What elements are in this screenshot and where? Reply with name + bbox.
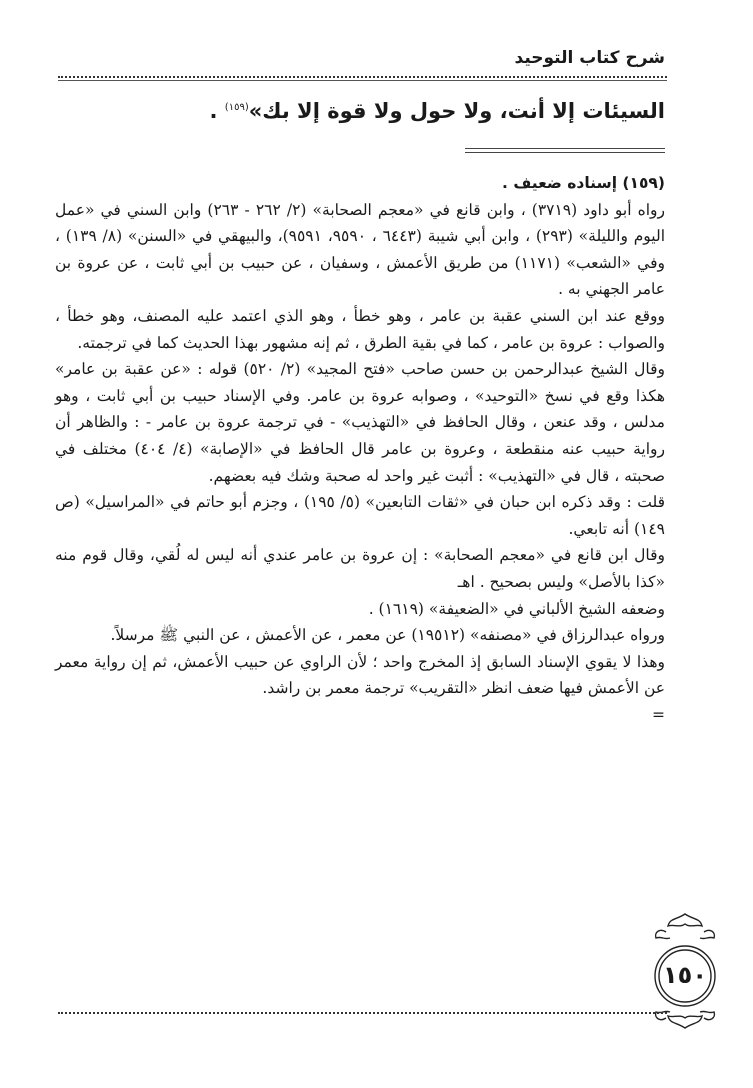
running-head: شرح كتاب التوحيد — [514, 48, 665, 68]
main-text-end: . — [209, 99, 218, 123]
footnote-paragraph: رواه أبو داود (٣٧١٩) ، وابن قانع في «معجم الصحابة» (٢/ ٢٦٢ - ٢٦٣) وابن السني في «عمل اليوم والليلة» (٢٩٣) ، وابن أبي شيبة (٦٤٤٣ ، ٩٥٩٠، ٩٥٩١)، والبيهقي في «السنن» (٨/ ١٣٩) ، وفي «الشعب» (١١٧١) من طريق الأعمش ، وسفيان ، عن حبيب بن أبي ثابت ، عن عروة بن عامر الجهني به . — [55, 200, 666, 299]
header-rule-dotted — [58, 76, 667, 78]
footnote-paragraph: وضعفه الشيخ الألباني في «الضعيفة» (١٦١٩) . — [368, 599, 665, 618]
footnote-reference: (١٥٩) — [224, 102, 249, 113]
main-text-body: السيئات إلا أنت، ولا حول ولا قوة إلا بك» — [248, 99, 665, 123]
footnotes — [55, 170, 665, 728]
continuation-mark: = — [652, 705, 665, 724]
footnote-heading: (١٥٩) إسناده ضعيف . — [502, 174, 665, 192]
footnote-paragraph: وقال ابن قانع في «معجم الصحابة» : إن عروة بن عامر عندي أنه ليس له لُقي، وقال قوم منه «كذا بالأصل» وليس بصحيح . اهـ — [55, 546, 665, 591]
footnote-paragraph: وهذا لا يقوي الإسناد السابق إذ المخرج واحد ؛ لأن الراوي عن حبيب الأعمش، ثم إن رواية معمر عن الأعمش فيها ضعف انظر «التقريب» ترجمة معمر بن راشد. — [55, 652, 665, 698]
footnote-paragraph: قلت : وقد ذكره ابن حبان في «ثقات التابعين» (٥/ ١٩٥) ، وجزم أبو حاتم في «المراسيل» (ص ١٤٩) أنه تابعي. — [55, 493, 666, 538]
page-number: ١٥٠ — [663, 961, 707, 989]
footnote-separator-second — [465, 152, 665, 153]
footer-rule-dotted — [58, 1012, 667, 1014]
footnote-paragraph: ووقع عند ابن السني عقبة بن عامر ، وهو خطأ ، وهو الذي اعتمد عليه المصنف، وهو خطأ ، والصواب : عروة بن عامر ، كما في بقية الطرق ، ثم إنه مشهور بهذا الحديث كما في ترجمته. — [55, 306, 665, 352]
header-rule-solid — [58, 80, 667, 81]
footnote-separator — [465, 148, 665, 149]
footnote-paragraph: وقال الشيخ عبدالرحمن بن حسن صاحب «فتح المجيد» (٢/ ٥٢٠) قوله : «عن عقبة بن عامر» هكذا وقع في نسخ «التوحيد» ، وصوابه عروة بن عامر. وفي الإسناد حبيب بن أبي ثابت ، وهو مدلس ، وقد عنعن ، وقال الحافظ في «التهذيب» - في ترجمة عروة بن عامر - : والظاهر أن رواية حبيب عنه منقطعة ، وعروة بن عامر قال الحافظ في «الإصابة» (٤/ ٤٠٤) مختلف في صحبته ، قال في «التهذيب» : أثبت غير واحد له صحبة وشك فيه بعضهم. — [55, 360, 665, 485]
footnote-paragraph: ورواه عبدالرزاق في «مصنفه» (١٩٥١٢) عن معمر ، عن الأعمش ، عن النبي ﷺ مرسلاً. — [110, 626, 665, 645]
main-text — [55, 92, 665, 127]
